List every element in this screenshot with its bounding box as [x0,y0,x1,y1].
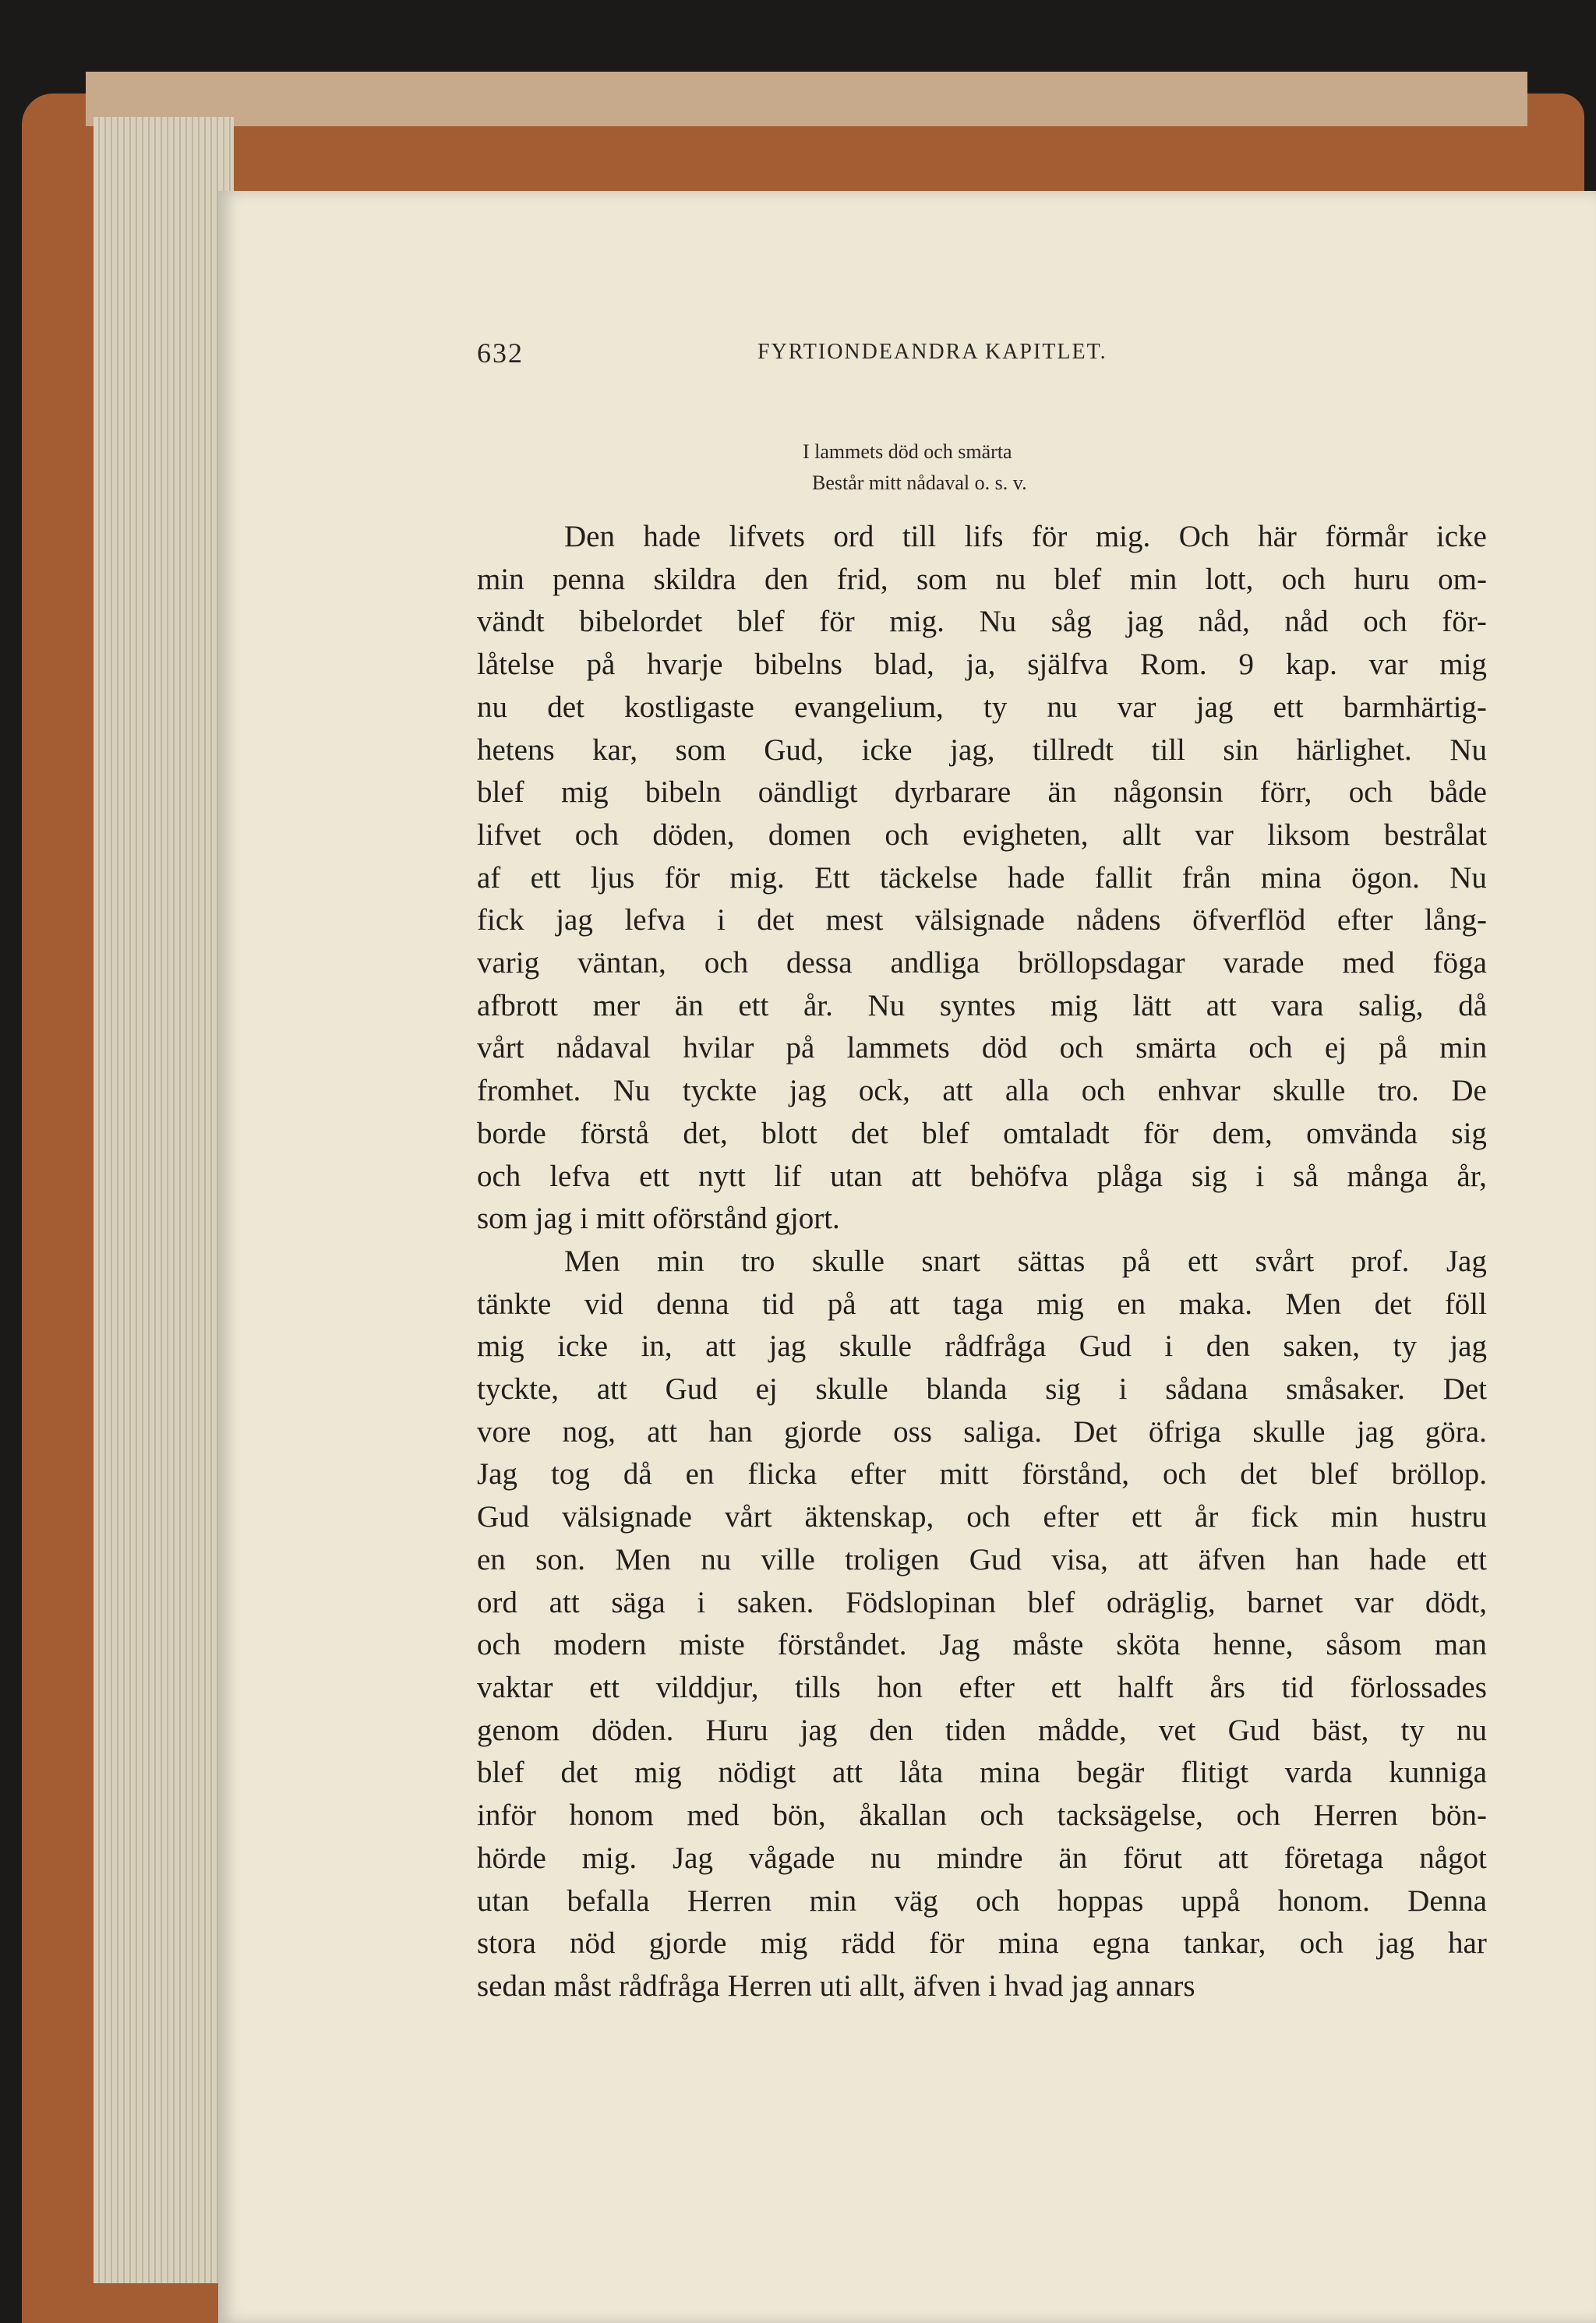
text-line: vore nog, att han gjorde oss saliga. Det öfriga skulle jag göra. [477,1414,1487,1449]
text-line: sedan måst rådfråga Herren uti allt, äfven i hvad jag annars [477,1968,1195,2003]
text-line: lifvet och döden, domen och evigheten, allt var liksom bestrålat [477,817,1487,852]
text-line: inför honom med bön, åkallan och tacksägelse, och Herren bön- [477,1799,1487,1833]
text-line: ord att säga i saken. Födslopinan blef odräglig, barnet var dödt, [477,1585,1487,1619]
text-line: blef mig bibeln oändligt dyrbarare än någonsin förr, och både [477,775,1487,810]
text-line: en son. Men nu ville troligen Gud visa, att äfven han hade ett [477,1542,1487,1576]
text-line: vändt bibelordet blef för mig. Nu såg jag nåd, nåd och för- [477,605,1487,639]
text-line: vårt nådaval hvilar på lammets död och smärta och ej på min [477,1031,1487,1065]
text-line: genom döden. Huru jag den tiden mådde, vet Gud bäst, ty nu [477,1713,1487,1747]
epigraph-line: Består mitt nådaval o. s. v. [812,471,1027,494]
epigraph [803,436,1270,499]
text-line: fick jag lefva i det mest välsignade nådens öfverflöd efter lång- [477,903,1487,937]
text-line: hetens kar, som Gud, icke jag, tillredt till sin härlighet. Nu [477,733,1487,767]
body-text [477,516,1487,2008]
book-spine-top [86,72,1527,126]
text-line: borde förstå det, blott det blef omtaladt för dem, omvända sig [477,1116,1487,1150]
text-line: Men min tro skulle snart sättas på ett svårt prof. Jag [564,1244,1487,1278]
text-line: tänkte vid denna tid på att taga mig en maka. Men det föll [477,1287,1487,1321]
text-line: stora nöd gjorde mig rädd för mina egna tankar, och jag har [477,1926,1487,1961]
text-line: af ett ljus för mig. Ett täckelse hade fallit från mina ögon. Nu [477,860,1487,895]
text-line: Jag tog då en flicka efter mitt förstånd, och det blef bröllop. [477,1457,1487,1492]
text-line: blef det mig nödigt att låta mina begär flitigt varda kunniga [477,1756,1487,1790]
chapter-title: FYRTIONDEANDRA KAPITLET. [757,340,1107,364]
text-line: utan befalla Herren min väg och hoppas uppå honom. Denna [477,1883,1487,1918]
text-line: hörde mig. Jag vågade nu mindre än förut att företaga något [477,1841,1487,1875]
epigraph-line: I lammets död och smärta [803,440,1012,463]
text-line: tyckte, att Gud ej skulle blanda sig i sådana småsaker. Det [477,1372,1487,1407]
text-line: vaktar ett vilddjur, tills hon efter ett halft års tid förlossades [477,1670,1487,1704]
text-line: varig väntan, och dessa andliga bröllopsdagar varade med föga [477,946,1487,980]
text-line: fromhet. Nu tyckte jag ock, att alla och enhvar skulle tro. De [477,1074,1487,1108]
text-line: Den hade lifvets ord till lifs för mig. Och här förmår icke [564,520,1487,553]
page-number: 632 [477,337,524,369]
text-line: låtelse på hvarje bibelns blad, ja, själfva Rom. 9 kap. var mig [477,648,1487,682]
text-line: min penna skildra den frid, som nu blef min lott, och huru om- [477,562,1487,596]
text-line: afbrott mer än ett år. Nu syntes mig lätt att vara salig, då [477,988,1487,1022]
text-line: Gud välsignade vårt äktenskap, och efter ett år fick min hustru [477,1500,1487,1534]
page-edges [94,117,234,2283]
text-line: nu det kostligaste evangelium, ty nu var jag ett barmhärtig- [477,690,1487,724]
text-line: som jag i mitt oförstånd gjort. [477,1202,840,1236]
text-line: och modern miste förståndet. Jag måste sköta henne, såsom man [477,1628,1487,1662]
text-line: mig icke in, att jag skulle rådfråga Gud i den saken, ty jag [477,1329,1487,1364]
text-line: och lefva ett nytt lif utan att behöfva plåga sig i så många år, [477,1159,1487,1193]
